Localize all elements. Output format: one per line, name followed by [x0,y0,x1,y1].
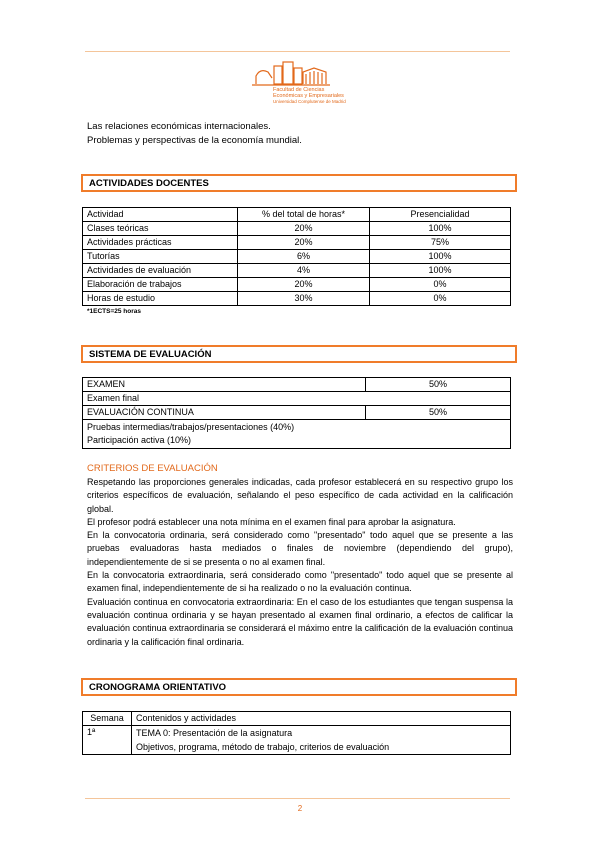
table-cell: 0% [370,278,511,292]
section-title: SISTEMA DE EVALUACIÓN [89,349,212,360]
table-cell: 6% [238,250,370,264]
section-schedule [81,678,517,696]
table-header: Contenidos y actividades [132,712,511,726]
section-title: CRONOGRAMA ORIENTATIVO [89,682,227,693]
logo-line-1: Facultad de Ciencias [273,87,325,93]
table-cell: 0% [370,292,511,306]
table-cell: 20% [238,236,370,250]
table-cell: 100% [370,250,511,264]
table-cell: 20% [238,222,370,236]
table-row [83,378,511,392]
contents-line: TEMA 0: Presentación de la asignatura [136,728,293,738]
criteria-paragraph: El profesor podrá establecer una nota mínima en el examen final para aprobar la asignatura. [87,516,456,527]
table-header: Actividad [83,208,238,222]
intro-line: Las relaciones económicas internacionales. [87,121,271,132]
table-row [83,392,511,406]
section-title: ACTIVIDADES DOCENTES [89,178,209,189]
table-cell: 100% [370,222,511,236]
table-footnote: *1ECTS=25 horas [87,308,142,315]
criteria-paragraph: En la convocatoria ordinaria, será considerado como "presentado" todo aquel que se presente a las pruebas evaluadoras hasta mediados o finales de noviembre (dependiendo del grupo), independientemente de si se presenta o no al examen final. [87,530,513,567]
exam-detail: Examen final [83,392,511,406]
table-cell: Actividades prácticas [83,236,238,250]
faculty-logo [250,58,346,106]
criteria-body [87,476,513,649]
footer-rule [85,798,510,799]
table-cell: Clases teóricas [83,222,238,236]
continuous-percentage: 50% [366,406,511,420]
table-header: Presencialidad [370,208,511,222]
table-cell: 4% [238,264,370,278]
exam-percentage: 50% [366,378,511,392]
table-row [83,420,511,449]
intro-text [87,120,302,148]
continuous-detail [83,420,511,449]
continuous-label: EVALUACIÓN CONTINUA [83,406,366,420]
continuous-detail-line: Participación activa (10%) [87,435,192,445]
table-row [83,236,511,250]
logo-line-3: Universidad Complutense de Madrid [273,99,346,104]
continuous-detail-line: Pruebas intermedias/trabajos/presentaciones (40%) [87,422,295,432]
table-row [83,278,511,292]
criteria-title: CRITERIOS DE EVALUACIÓN [87,463,218,474]
table-row [83,726,511,755]
table-cell: Actividades de evaluación [83,264,238,278]
criteria-paragraph: Respetando las proporciones generales indicadas, cada profesor establecerá en su respectivo grupo los criterios específicos de evaluación, señalando el peso específico de cada actividad en la calificación global. [87,477,513,514]
section-activities [81,174,517,192]
activities-table [82,207,511,306]
table-header: Semana [83,712,132,726]
table-row [83,222,511,236]
criteria-paragraph: En la convocatoria extraordinaria, será considerado como "presentado" todo aquel que se presente al examen final, independientemente de si ha realizado o no la evaluación continua. [87,570,513,594]
section-evaluation [81,345,517,363]
table-cell: 30% [238,292,370,306]
contents-cell [132,726,511,755]
table-cell: Tutorías [83,250,238,264]
table-cell: 20% [238,278,370,292]
table-row [83,250,511,264]
table-cell: 75% [370,236,511,250]
criteria-paragraph: Evaluación continua en convocatoria extraordinaria: En el caso de los estudiantes que tengan suspensa la evaluación continua ordinaria y se hayan presentado al examen final ordinario, a efectos de calificar la evaluación continua extraordinaria se considerará el máximo entre la calificación de la evaluación continua ordinaria y la calificación final ordinaria. [87,596,513,647]
week-cell: 1ª [83,726,132,755]
header-rule [85,51,510,52]
table-header-row [83,208,511,222]
table-header: % del total de horas* [238,208,370,222]
table-row [83,292,511,306]
schedule-table [82,711,511,755]
logo-text [273,87,346,105]
table-cell: Elaboración de trabajos [83,278,238,292]
table-row [83,264,511,278]
intro-line: Problemas y perspectivas de la economía mundial. [87,135,302,146]
page-number: 2 [297,804,303,813]
table-cell: Horas de estudio [83,292,238,306]
exam-label: EXAMEN [83,378,366,392]
contents-line: Objetivos, programa, método de trabajo, criterios de evaluación [136,742,390,752]
table-header-row [83,712,511,726]
logo-line-2: Económicas y Empresariales [273,93,344,99]
evaluation-table [82,377,511,449]
table-row [83,406,511,420]
table-cell: 100% [370,264,511,278]
